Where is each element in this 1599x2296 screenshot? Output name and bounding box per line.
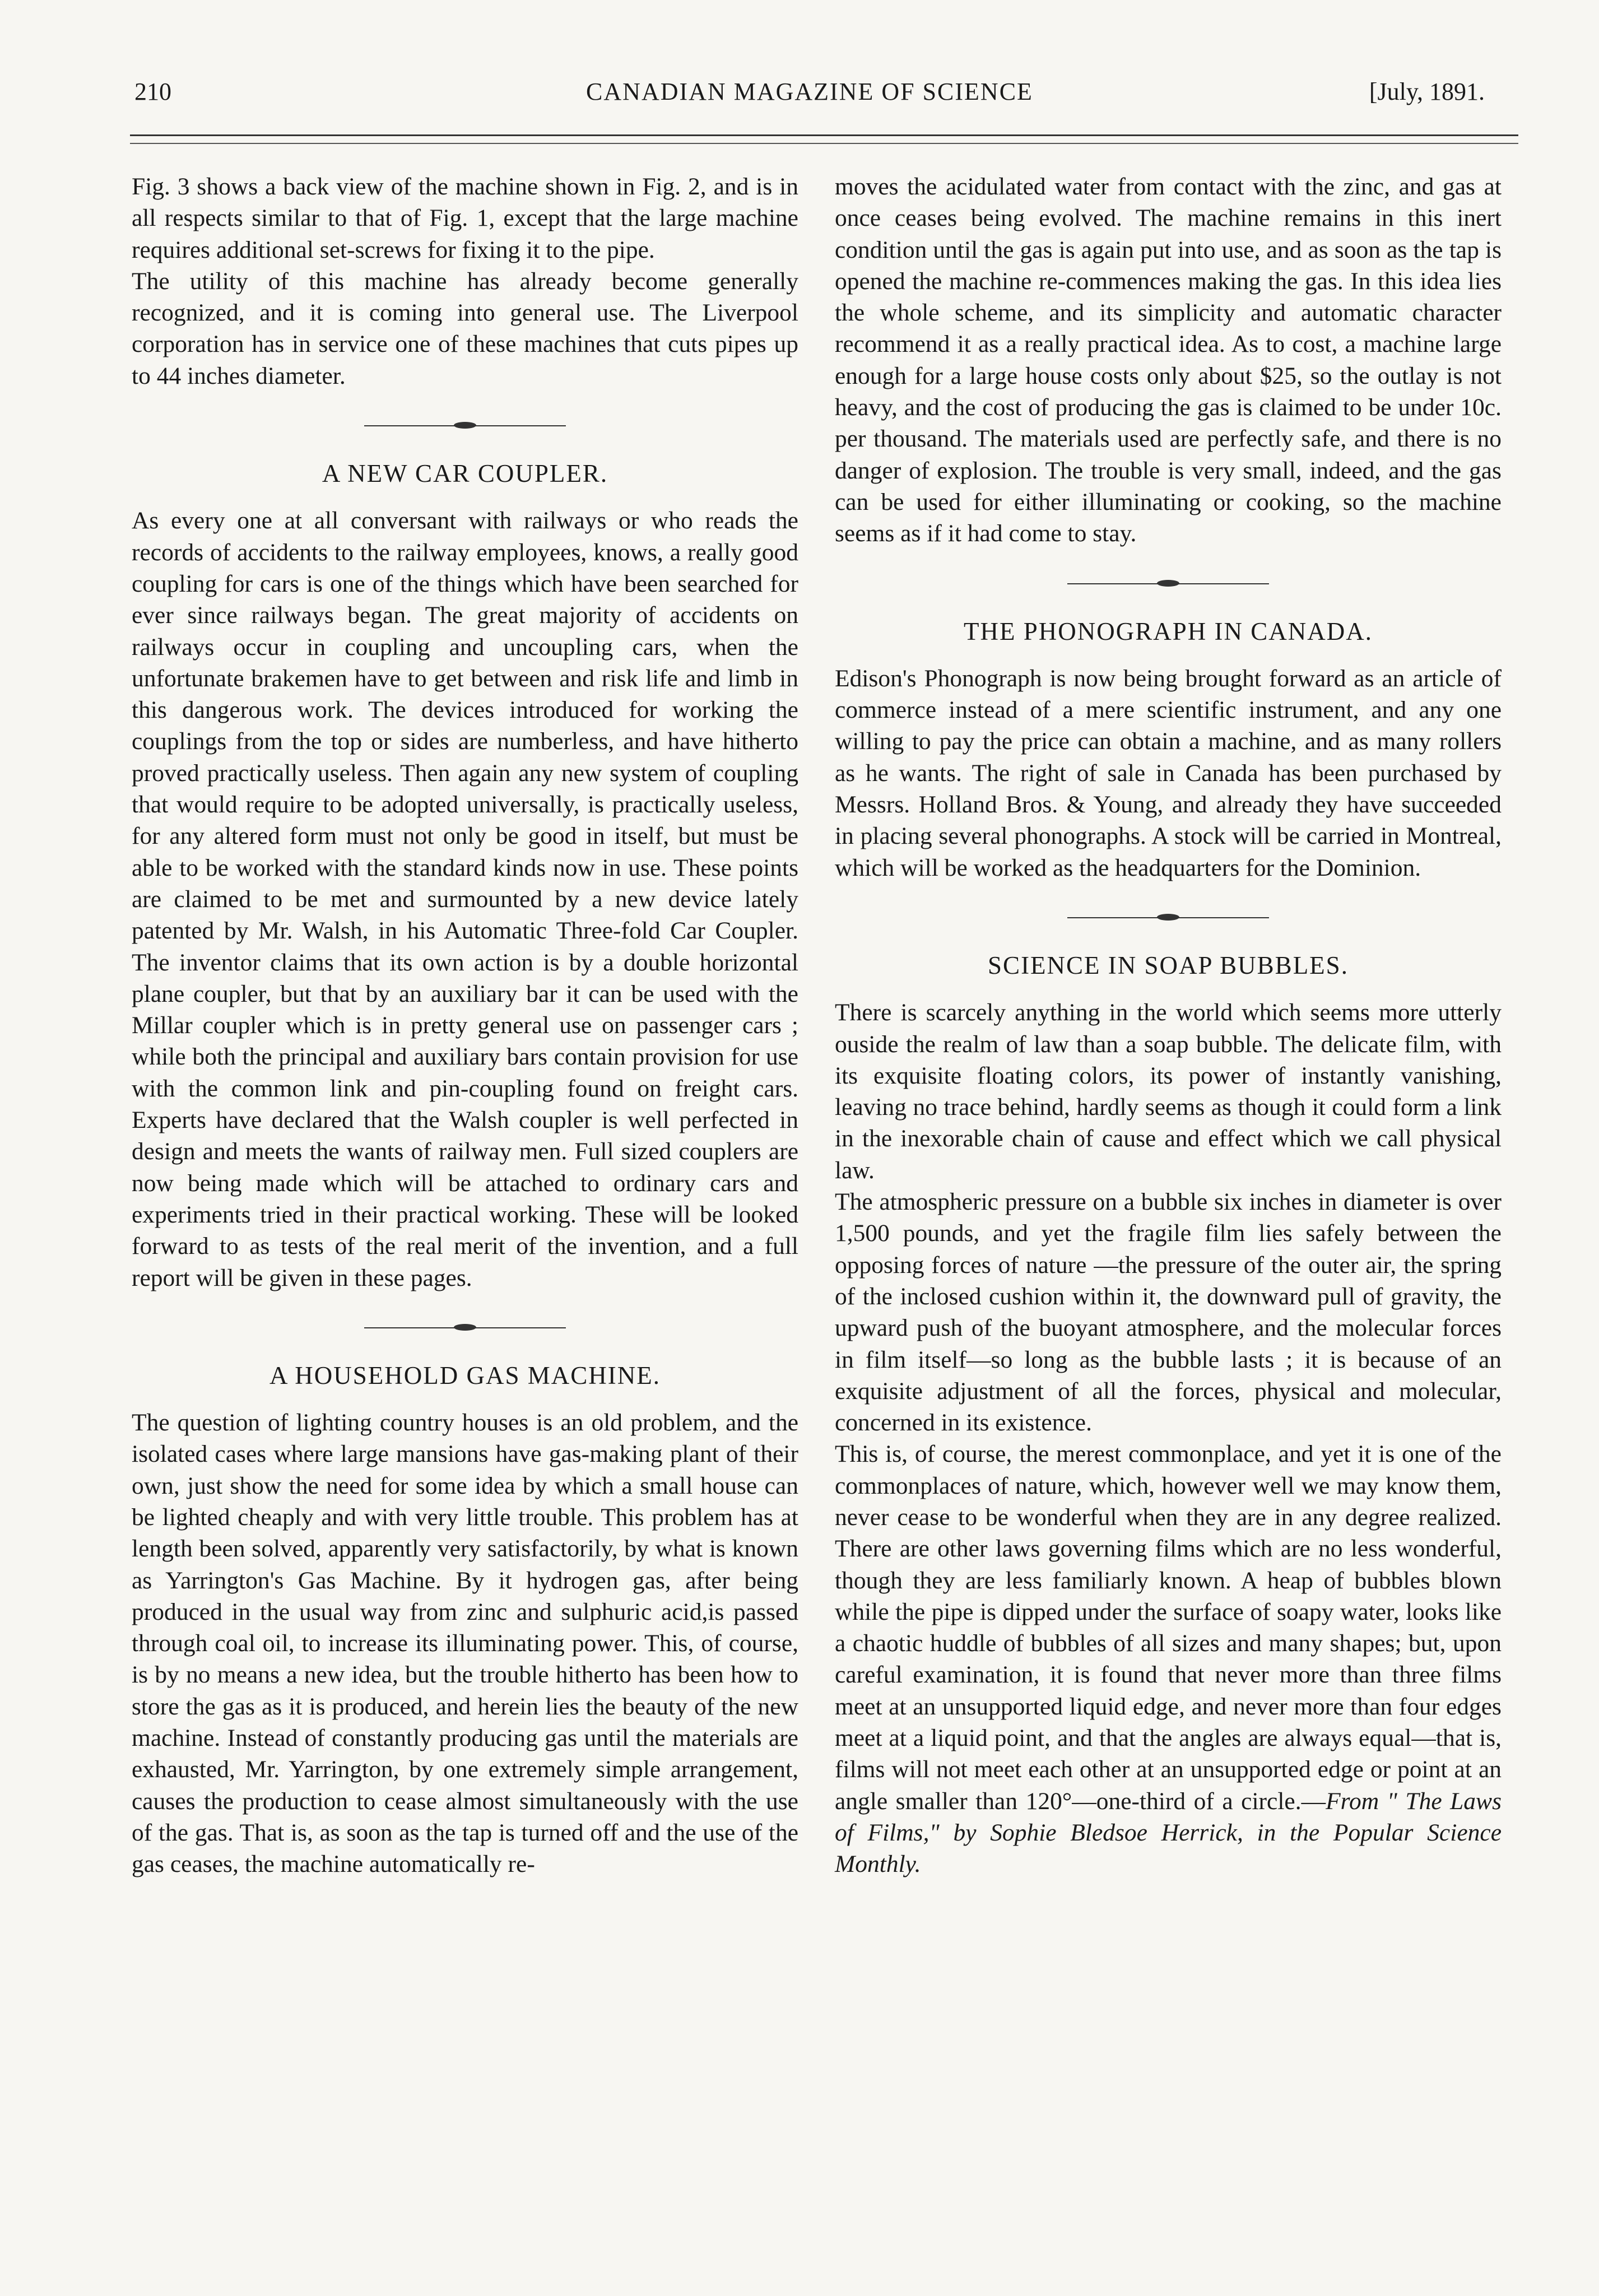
left-column — [132, 171, 798, 1880]
phonograph-paragraph: Edison's Phonograph is now being brought forward as an article of commerce instead of a mere scientific instrument, and any one willing to pay the price can obtain a machine, and as many rollers as he wants. The right of sale in Canada has been purchased by Messrs. Holland Bros. & Young, and already they have succeeded in placing several phonographs. A stock will be carried in Montreal, which will be worked as the headquarters for the Dominion. — [835, 664, 1502, 881]
gas-machine-heading: A HOUSEHOLD GAS MACHINE. — [269, 1361, 661, 1389]
soap-bubbles-citation: From " The Laws of Films," by Sophie Bledsoe Herrick, in the Popular Science Monthly. — [835, 1787, 1502, 1878]
issue-date: [July, 1891. — [1369, 78, 1485, 105]
soap-bubbles-paragraph-3 — [835, 1438, 1502, 1880]
section-divider — [364, 420, 566, 431]
gas-machine-paragraph: The question of lighting country houses is an old problem, and the isolated cases where large mansions have gas-making plant of their own, just show the need for some idea by which a small house can be lighted cheaply and with very little trouble. This problem has at length been solved, apparently very satisfactorily, by what is known as Yarrington's Gas Machine. By it hydrogen gas, after being produced in the usual way from zinc and sulphuric acid,is passed through coal oil, to increase its illuminating power. This, of course, is by no means a new idea, but the trouble hitherto has been how to store the gas as it is produced, and herein lies the beauty of the new machine. Instead of constantly producing gas until the materials are exhausted, Mr. Yarrington, by one extremely simple arrangement, causes the production to cease almost simultaneously with the use of the gas. That is, as soon as the tap is turned off and the use of the gas ceases, the machine automatically re- — [132, 1409, 798, 1878]
right-column — [835, 171, 1502, 1880]
intro-paragraph-2: The utility of this machine has already become generally recognized, and it is coming into general use. The Liverpool corporation has in service one of these machines that cuts pipes up to 44 inches diameter. — [132, 267, 798, 389]
soap-bubbles-heading: SCIENCE IN SOAP BUBBLES. — [988, 951, 1349, 979]
journal-title: CANADIAN MAGAZINE OF SCIENCE — [586, 78, 1033, 105]
soap-bubbles-paragraph-3-text: This is, of course, the merest commonplace, and yet it is one of the commonplaces of nature, which, however well we may know them, never cease to be wonderful when they are in any degree realized. There are other laws governing films which are no less wonderful, though they are less familiarly known. A heap of bubbles blown while the pipe is dipped under the surface of soapy water, looks like a chaotic huddle of bubbles of all sizes and many shapes; but, upon careful examination, it is found that never more than three films meet at an unsupported liquid edge, and never more than four edges meet at a liquid point, and that the angles are always equal—that is, films will not meet each other at an unsupported edge or point at an angle smaller than 120°—one-third of a circle.— — [835, 1440, 1502, 1815]
header-rule — [130, 134, 1518, 144]
soap-bubbles-paragraph-1: There is scarcely anything in the world which seems more utterly ouside the realm of law than a soap bubble. The delicate film, with its exquisite floating colors, its power of instantly vanishing, leaving no trace behind, hardly seems as though it could form a link in the inexorable chain of cause and effect which we call physical law. — [835, 999, 1502, 1184]
gas-machine-continued: moves the acidulated water from contact with the zinc, and gas at once ceases being evolved. The machine remains in this inert condition until the gas is again put into use, and as soon as the tap is opened the machine re-commences making the gas. In this idea lies the whole scheme, and its simplicity and automatic character recommend it as a really practical idea. As to cost, a machine large enough for a large house costs only about $25, so the outlay is not heavy, and the cost of producing the gas is claimed to be under 10c. per thousand. The materials used are perfectly safe, and there is no danger of explosion. The trouble is very small, indeed, and the gas can be used for either illuminating or cooking, so the machine seems as if it had come to stay. — [835, 173, 1502, 547]
soap-bubbles-paragraph-2: The atmospheric pressure on a bubble six inches in diameter is over 1,500 pounds, and yet the fragile film lies safely between the opposing forces of nature —the pressure of the outer air, the spring of the inclosed cushion within it, the downward pull of gravity, the upward push of the buoyant atmosphere, and the molecular forces in film itself—so long as the bubble lasts ; it is because of an exquisite adjustment of all the forces, physical and molecular, concerned in its existence. — [835, 1188, 1502, 1437]
car-coupler-heading: A NEW CAR COUPLER. — [322, 459, 608, 488]
page-header — [134, 77, 1485, 117]
intro-paragraph-1: Fig. 3 shows a back view of the machine shown in Fig. 2, and is in all respects similar to that of Fig. 1, except that the large machine requires additional set-screws for fixing it to the pipe. — [132, 173, 798, 263]
section-divider — [364, 1322, 566, 1333]
section-divider — [1067, 578, 1269, 589]
phonograph-heading: THE PHONOGRAPH IN CANADA. — [963, 617, 1373, 645]
section-divider — [1067, 912, 1269, 923]
car-coupler-paragraph: As every one at all conversant with railways or who reads the records of accidents to the railway employees, knows, a really good coupling for cars is one of the things which have been searched for ever since railways began. The great majority of accidents on railways occur in coupling and uncoupling cars, when the unfortunate brakemen have to get between and risk life and limb in this dangerous work. The devices introduced for working the couplings from the top or sides are numberless, and have hitherto proved practically useless. Then again any new system of coupling that would require to be adopted universally, is practically useless, for any altered form must not only be good in itself, but must be able to be worked with the standard kinds now in use. These points are claimed to be met and surmounted by a new device lately patented by Mr. Walsh, in his Automatic Three-fold Car Coupler. The inventor claims that its own action is by a double horizontal plane coupler, but that by an auxiliary bar it can be used with the Millar coupler which is in pretty general use on passenger cars ; while both the principal and auxiliary bars contain provision for use with the common link and pin-coupling found on freight cars. Experts have declared that the Walsh coupler is well perfected in design and meets the wants of railway men. Full sized couplers are now being made which will be attached to ordinary cars and experiments tried in their practical working. These will be looked forward to as tests of the real merit of the invention, and a full report will be given in these pages. — [132, 507, 798, 1291]
page-number: 210 — [134, 78, 171, 105]
